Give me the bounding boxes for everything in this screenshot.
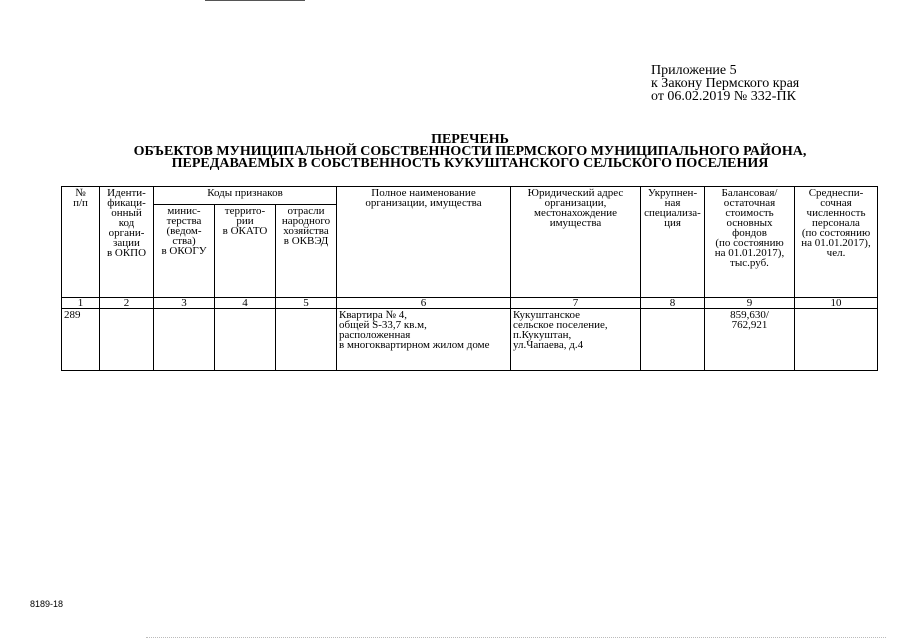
column-number: 6: [337, 298, 511, 309]
header-okpo: Иденти- фикаци- онный код органи- зации в ОКПО: [100, 187, 154, 298]
column-number: 4: [215, 298, 276, 309]
header-codes-group: Коды признаков: [154, 187, 337, 205]
bottom-scan-line: [146, 637, 886, 639]
appendix-note: [651, 64, 799, 103]
appendix-line-3: от 06.02.2019 № 332-ПК: [651, 89, 796, 104]
header-name: Полное наименование организации, имущества: [337, 187, 511, 298]
footer-code: 8189-18: [30, 599, 64, 609]
column-number: 7: [511, 298, 641, 309]
column-number: 9: [705, 298, 795, 309]
cell-okpo: [100, 309, 154, 371]
header-staff: Среднеспи- сочная численность персонала (по состоянию на 01.01.2017), чел.: [795, 187, 878, 298]
column-number: 1: [62, 298, 100, 309]
appendix-line-1: Приложение 5: [651, 63, 737, 78]
cell-okogu: [154, 309, 215, 371]
top-scan-line: [205, 0, 305, 1]
header-okogu: минис- терства (ведом- ства) в ОКОГУ: [154, 205, 215, 298]
column-number: 3: [154, 298, 215, 309]
header-balance: Балансовая/ остаточная стоимость основных фондов (по состоянию на 01.01.2017), тыс.руб.: [705, 187, 795, 298]
column-number: 10: [795, 298, 878, 309]
column-number: 2: [100, 298, 154, 309]
title-line-2: ОБЪЕКТОВ МУНИЦИПАЛЬНОЙ СОБСТВЕННОСТИ ПЕРМСКОГО МУНИЦИПАЛЬНОГО РАЙОНА,: [133, 144, 807, 159]
cell-staff: [795, 309, 878, 371]
cell-specialization: [641, 309, 705, 371]
appendix-line-2: к Закону Пермского края: [651, 76, 800, 91]
cell-okved: [276, 309, 337, 371]
cell-okato: [215, 309, 276, 371]
title-line-3: ПЕРЕДАВАЕМЫХ В СОБСТВЕННОСТЬ КУКУШТАНСКОГО СЕЛЬСКОГО ПОСЕЛЕНИЯ: [171, 156, 769, 171]
cell-address: Кукуштанское сельское поселение, п.Кукуштан, ул.Чапаева, д.4: [511, 309, 641, 371]
cell-name: Квартира № 4, общей S-33,7 кв.м, расположенная в многоквартирном жилом доме: [337, 309, 511, 371]
header-specialization: Укрупнен- ная специализа- ция: [641, 187, 705, 298]
cell-num: 289: [62, 309, 100, 371]
table-row: [62, 309, 878, 371]
column-number: 5: [276, 298, 337, 309]
title-line-1: ПЕРЕЧЕНЬ: [431, 132, 509, 147]
column-number: 8: [641, 298, 705, 309]
document-title: [60, 134, 880, 170]
header-okato: террито- рии в ОКАТО: [215, 205, 276, 298]
header-address: Юридический адрес организации, местонахождение имущества: [511, 187, 641, 298]
header-okved: отрасли народного хозяйства в ОКВЭД: [276, 205, 337, 298]
cell-balance: 859,630/ 762,921: [705, 309, 795, 371]
property-table: [61, 186, 878, 371]
header-num: № п/п: [62, 187, 100, 298]
